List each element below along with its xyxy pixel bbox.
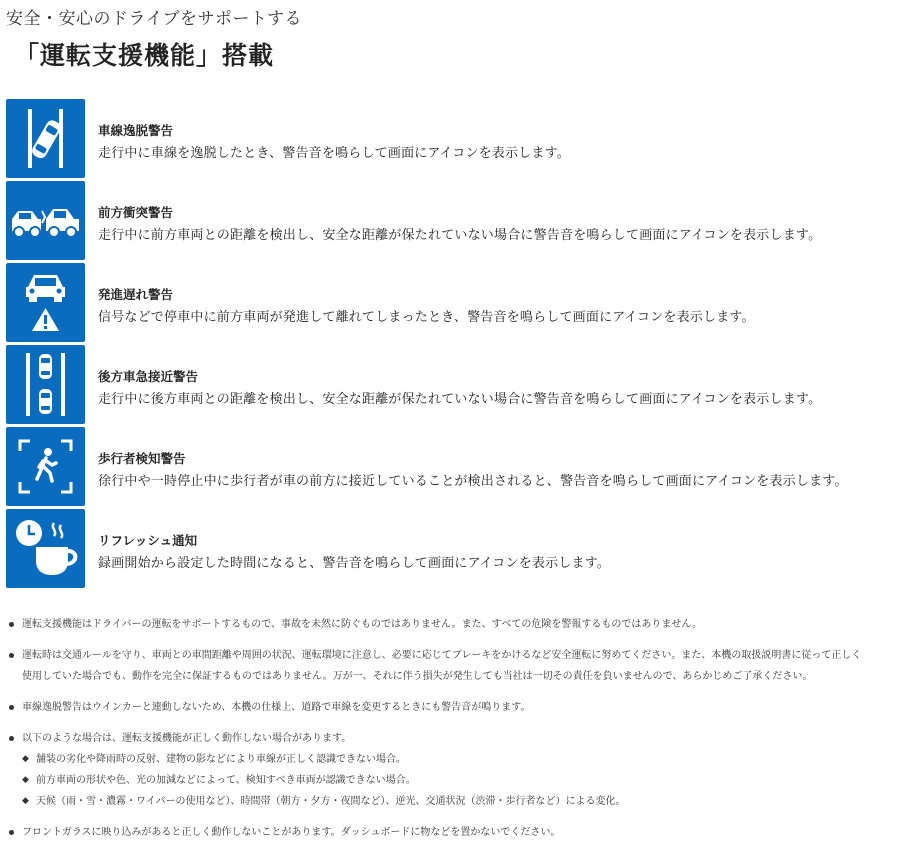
feature-name: 発進遅れ警告 — [98, 287, 174, 302]
note-item — [6, 645, 891, 687]
note-subtext: 前方車両の形状や色、光の加減などによって、検知すべき車両が認識できない場合。 — [36, 775, 416, 786]
feature-lane-departure — [6, 99, 891, 181]
forward-collision-icon — [6, 181, 85, 260]
feature-desc: 徐行中や一時停止中に歩行者が車の前方に接近していることが検出されると、警告音を鳴らして画面にアイコンを表示します。 — [98, 474, 848, 489]
feature-desc: 録画開始から設定した時間になると、警告音を鳴らして画面にアイコンを表示します。 — [98, 556, 611, 571]
note-item — [6, 614, 891, 635]
lane-departure-icon — [6, 99, 85, 178]
note-text: 使用していた場合でも、動作を完全に保証するものではありません。万が一、それに伴う損失が発生しても当社は一切その責任を負いませんので、あらかじめご了承ください。 — [22, 671, 813, 682]
note-text: 以下のような場合は、運転支援機能が正しく動作しない場合があります。 — [22, 733, 352, 744]
note-subitem — [6, 770, 891, 791]
feature-start-delay — [6, 263, 891, 345]
feature-rear-approach — [6, 345, 891, 427]
refresh-coffee-icon — [6, 509, 85, 588]
note-subitem — [6, 749, 891, 770]
feature-name: 車線逸脱警告 — [98, 123, 174, 138]
feature-name: 後方車急接近警告 — [98, 369, 199, 384]
feature-desc: 走行中に後方車両との距離を検出し、安全な距離が保たれていない場合に警告音を鳴らして画面にアイコンを表示します。 — [98, 392, 822, 407]
note-subitem — [6, 791, 891, 812]
bullet-dot — [9, 622, 14, 627]
bullet-dot — [9, 830, 14, 835]
rear-approach-icon — [6, 345, 85, 424]
feature-list — [6, 99, 891, 591]
note-text: 車線逸脱警告はウインカーと連動しないため、本機の仕様上、道路で車線を変更するときにも警告音が鳴ります。 — [22, 702, 531, 713]
start-delay-icon — [6, 263, 85, 342]
notes-list — [6, 614, 891, 843]
feature-name: リフレッシュ通知 — [98, 533, 198, 548]
note-item — [6, 728, 891, 749]
diamond-bullet-icon: ◆ — [22, 796, 29, 806]
feature-desc: 走行中に車線を逸脱したとき、警告音を鳴らして画面にアイコンを表示します。 — [98, 146, 570, 161]
note-text: 運転支援機能はドライバーの運転をサポートするもので、事故を未然に防ぐものではありません。また、すべての危険を警報するものではありません。 — [22, 619, 702, 630]
feature-name: 前方衝突警告 — [98, 205, 174, 220]
feature-pedestrian-detection — [6, 427, 891, 509]
note-item — [6, 822, 891, 843]
feature-forward-collision — [6, 181, 891, 263]
pedestrian-detection-icon — [6, 427, 85, 506]
bullet-dot — [9, 653, 14, 658]
note-subtext: 舗装の劣化や降雨時の反射、建物の影などにより車線が正しく認識できない場合。 — [36, 754, 406, 765]
page-subtitle: 安全・安心のドライブをサポートする — [6, 9, 302, 29]
note-item — [6, 697, 891, 718]
page-title: 「運転支援機能」搭載 — [14, 41, 275, 70]
feature-refresh-notice — [6, 509, 891, 591]
diamond-bullet-icon: ◆ — [22, 754, 29, 764]
diamond-bullet-icon: ◆ — [22, 775, 29, 785]
note-text: 運転時は交通ルールを守り、車両との車間距離や周囲の状況、運転環境に注意し、必要に応じてブレーキをかけるなど安全運転に努めてください。また、本機の取扱説明書に従って正しく — [22, 650, 862, 661]
feature-name: 歩行者検知警告 — [98, 451, 186, 466]
note-subtext: 天候（雨・雪・濃霧・ワイパーの使用など）、時間帯（朝方・夕方・夜間など）、逆光、交通状況（渋滞・歩行者など）による変化。 — [36, 796, 626, 807]
feature-desc: 走行中に前方車両との距離を検出し、安全な距離が保たれていない場合に警告音を鳴らして画面にアイコンを表示します。 — [98, 228, 822, 243]
feature-desc: 信号などで停車中に前方車両が発進して離れてしまったとき、警告音を鳴らして画面にアイコンを表示します。 — [98, 310, 755, 325]
bullet-dot — [9, 736, 14, 741]
note-text: フロントガラスに映り込みがあると正しく動作しないことがあります。ダッシュボードに物などを置かないでください。 — [22, 827, 561, 838]
bullet-dot — [9, 705, 14, 710]
